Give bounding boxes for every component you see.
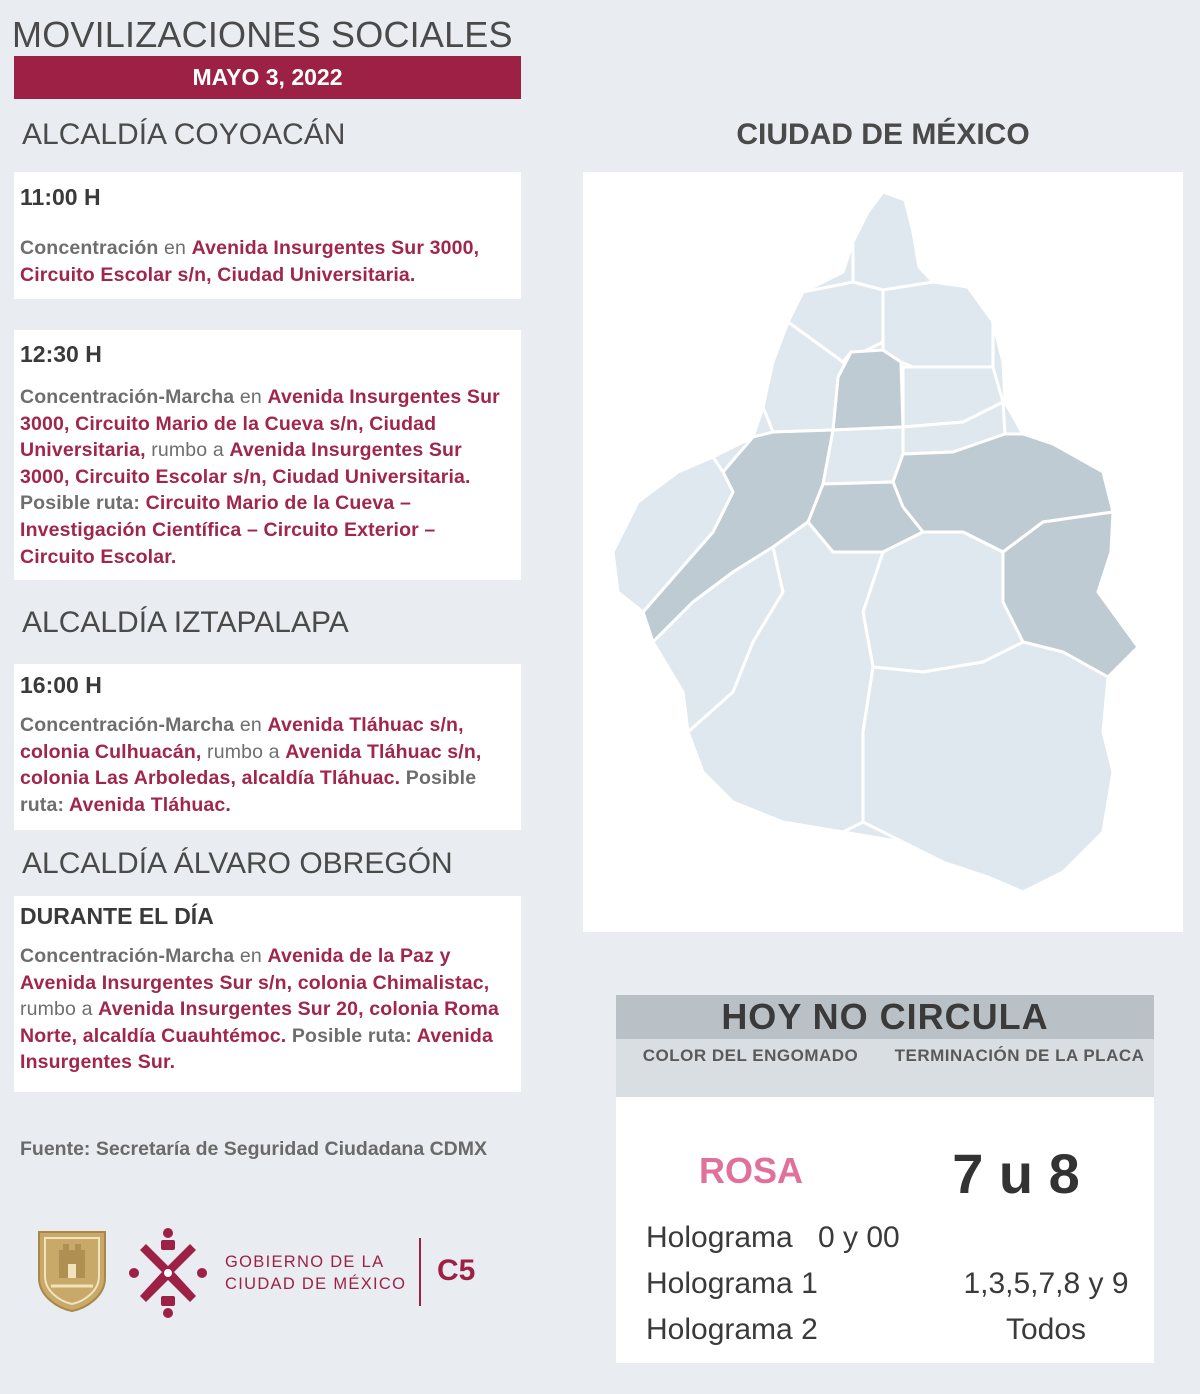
holograma-label: Holograma [646, 1221, 793, 1254]
map-region-benito-juarez [823, 427, 903, 484]
event-time: 16:00 H [20, 672, 102, 698]
event-description [20, 235, 515, 288]
terminacion-placa-value: 7 u 8 [952, 1142, 1080, 1205]
c5-logo: C5 [437, 1254, 476, 1287]
event-description [20, 712, 515, 818]
holograma-value: 1,3,5,7,8 y 9 [963, 1267, 1129, 1300]
event-destination: Avenida Tláhuac s/n, colonia Las Arboledas, alcaldía Tláhuac. [20, 740, 482, 790]
event-card [14, 330, 521, 580]
cdmx-map [583, 172, 1183, 932]
alcaldia-heading-iztapalapa: ALCALDÍA IZTAPALAPA [22, 606, 349, 639]
event-type: Concentración [20, 237, 159, 259]
map-title: CIUDAD DE MÉXICO [736, 118, 1030, 151]
gobierno-cdmx-logo-text [225, 1251, 410, 1295]
event-place: Avenida Insurgentes Sur 3000, Circuito Mario de la Cueva s/n, Ciudad Universitaria, [20, 386, 500, 462]
event-route: Avenida Insurgentes Sur. [20, 1024, 493, 1074]
event-place: Avenida de la Paz y Avenida Insurgentes Sur s/n, colonia Chimalistac, [20, 945, 490, 994]
hoy-no-circula-title: HOY NO CIRCULA [616, 995, 1154, 1039]
event-place: Avenida Insurgentes Sur 3000, Circuito Escolar s/n, Ciudad Universitaria. [20, 237, 480, 286]
event-type: Concentración-Marcha [20, 945, 235, 967]
map-region-milpa-alta [863, 642, 1113, 892]
hoy-no-circula-headers [616, 1039, 1154, 1097]
event-rumbo: rumbo a [201, 740, 286, 763]
engomado-color-value: ROSA [698, 1150, 803, 1191]
event-time: 12:30 H [20, 341, 102, 367]
map-panel [583, 172, 1183, 932]
event-description [20, 384, 515, 570]
event-time: DURANTE EL DÍA [20, 903, 214, 929]
event-place: Avenida Tláhuac s/n, colonia Culhuacán, [20, 714, 464, 763]
color-engomado-header: COLOR DEL ENGOMADO [642, 1046, 859, 1065]
alcaldia-heading-coyoacan: ALCALDÍA COYOACÁN [22, 118, 346, 151]
event-connector: en [234, 945, 268, 967]
event-route: Circuito Mario de la Cueva – Investigación Científica – Circuito Exterior – Circuito Escolar. [20, 492, 436, 568]
event-description [20, 943, 515, 1076]
page-title: MOVILIZACIONES SOCIALES [12, 14, 513, 55]
event-card [14, 172, 521, 299]
map-region-xochimilco [863, 532, 1023, 672]
holograma-value: Todos [1005, 1313, 1087, 1346]
alcaldia-heading-alvaro-obregon: ALCALDÍA ÁLVARO OBREGÓN [22, 847, 453, 880]
hoy-no-circula-panel [616, 995, 1154, 1363]
event-route: Avenida Tláhuac. [68, 793, 231, 816]
event-card [14, 664, 521, 830]
cdmx-emblem-icon [128, 1226, 208, 1320]
event-card [14, 896, 521, 1092]
event-connector: en [234, 714, 268, 736]
holograma-number: 0 y 00 [818, 1221, 900, 1254]
logo-divider [419, 1238, 421, 1306]
coat-of-arms-icon [37, 1230, 107, 1312]
map-region-gam [883, 282, 993, 367]
event-type: Concentración-Marcha [20, 714, 235, 736]
event-route-label: Posible ruta: [20, 492, 146, 515]
event-route-label: Posible ruta: [20, 767, 477, 816]
gob-line1: GOBIERNO DE LA [225, 1253, 385, 1271]
event-destination: Avenida Insurgentes Sur 20, colonia Roma Norte, alcaldía Cuauhtémoc. [20, 998, 499, 1047]
event-type: Concentración-Marcha [20, 386, 235, 408]
event-rumbo: rumbo a [145, 439, 230, 462]
event-time: 11:00 H [20, 184, 101, 210]
event-destination: Avenida Insurgentes Sur 3000, Circuito Escolar s/n, Ciudad Universitaria. [20, 439, 471, 488]
source-note: Fuente: Secretaría de Seguridad Ciudadana CDMX [20, 1138, 488, 1160]
terminacion-placa-header: TERMINACIÓN DE LA PLACA [894, 1046, 1145, 1065]
holograma-label: Holograma 2 [646, 1313, 818, 1346]
map-region-north [853, 192, 933, 290]
event-connector: en [158, 237, 192, 259]
event-connector: en [234, 386, 268, 408]
gob-line2: CIUDAD DE MÉXICO [225, 1275, 407, 1293]
event-rumbo: rumbo a [20, 998, 99, 1021]
holograma-label: Holograma 1 [646, 1267, 818, 1300]
date-banner: MAYO 3, 2022 [14, 56, 521, 99]
event-route-label: Posible ruta: [286, 1024, 417, 1047]
